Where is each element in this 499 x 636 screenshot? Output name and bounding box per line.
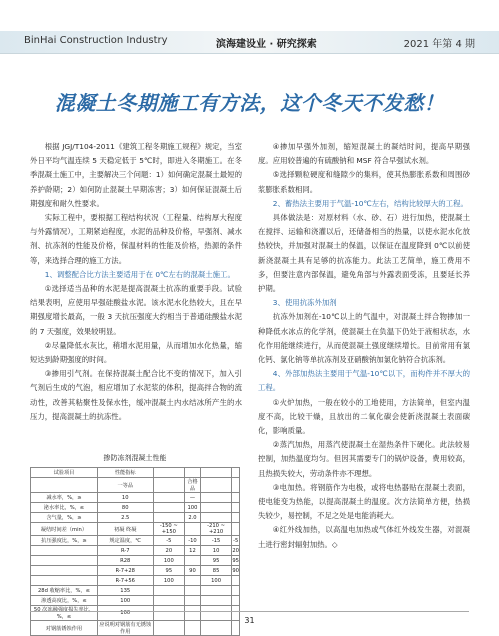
footer-rule	[30, 611, 469, 612]
section-heading: 2、蓄热法主要用于气温-10℃左右，结构比较厚大的工程。	[272, 198, 468, 208]
table-cell: 100	[97, 596, 153, 606]
table-cell: 12	[185, 546, 201, 556]
antifreeze-table	[30, 453, 240, 636]
paragraph: ④掺加早强外加剂，缩短混凝土的凝结时间，提高早期强度。应用较普遍的有硫酸钠和 MSF 符合早强试水剂。	[258, 142, 470, 166]
table-cell: R-7+56	[97, 576, 153, 586]
table-cell: 135	[97, 586, 153, 596]
paragraph: ①选择适当品种的水泥是提高混凝土抗冻的重要手段。试验结果表明，应使用早强硅酸盐水泥。该水泥水化热较大，且在早期强度增长最高，一般 3 天抗压强度大约相当于普通硅酸盐水泥的 7 天强度，效果较明显。	[30, 284, 242, 336]
table-cell: 100	[97, 606, 153, 621]
paragraph: 实际工程中，要根据工程结构状况（工程量、结构厚大程度与外露情况），工期紧迫程度，水泥的品种及价格，早强剂、减水剂、抗冻剂的性能及价格，保温材料的性能及价格，热源的条件等，来选择合理的施工方法。	[30, 213, 242, 265]
table-cell	[153, 513, 185, 523]
table-cell: 80	[97, 503, 153, 513]
paragraph: ⑤选择颗粒硬度和缝隙少的集料，使其热膨胀系数和周围砂浆膨胀系数相同。	[258, 170, 470, 194]
page-header	[0, 0, 499, 48]
table-row	[31, 493, 240, 503]
table-cell: 2.0	[185, 513, 201, 523]
table-cell	[31, 576, 98, 586]
table-row	[31, 576, 240, 586]
table-cell: 应说明对钢筋有无锈蚀作用	[99, 622, 152, 635]
table-cell: 泌水率比，%，≤	[31, 503, 98, 513]
table-cell	[232, 523, 240, 536]
table-cell: 28d 收缩率比，%，≤	[31, 586, 98, 596]
table-cell	[31, 546, 98, 556]
table-cell	[200, 478, 232, 493]
table-cell: -210 ~ +210	[200, 523, 232, 536]
table-cell	[232, 503, 240, 513]
table-cell	[153, 586, 185, 596]
article-title: 混凝土冬期施工有方法，这个冬天不发愁！	[54, 91, 445, 115]
table-cell: 90	[185, 566, 201, 576]
table-cell: 试验项目	[31, 468, 98, 478]
table-cell	[31, 566, 98, 576]
table-row	[31, 503, 240, 513]
table-cell	[153, 493, 185, 503]
table-cell	[153, 503, 185, 513]
table-cell: 50 次冻融强度损失率比，%，≤	[31, 606, 98, 621]
table-cell: -10	[185, 536, 201, 546]
table-cell: 95	[200, 556, 232, 566]
table-cell: 一等品	[97, 478, 153, 493]
section-heading: 1、调整配合比方法主要适用于在 0℃左右的混凝土施工。	[44, 269, 235, 279]
paragraph: ③电加热。将钢筋作为电极，或将电热器贴在混凝土表面，使电能变为热能，以提高混凝土的温度。次方法简单方便，热损失较少，易控制，不足之处是电能消耗大。	[258, 482, 470, 521]
table-cell	[200, 586, 232, 596]
table-cell	[153, 596, 185, 606]
table-cell: 100	[200, 576, 232, 586]
table-cell	[200, 493, 232, 503]
table-cell: —	[185, 493, 201, 503]
table-row	[31, 468, 240, 478]
table-row	[31, 536, 240, 546]
table-row	[31, 596, 240, 606]
table-cell	[232, 468, 240, 478]
table-cell	[200, 468, 232, 478]
table-cell	[232, 513, 240, 523]
table-cell: 2.5	[97, 513, 153, 523]
table-cell: 95	[232, 557, 239, 564]
table-cell	[232, 493, 240, 503]
paragraph: 根据 JGJ/T104-2011《建筑工程冬期施工规程》规定，当室外日平均气温连续 5 天稳定低于 5℃时，即进入冬期施工。在冬季混凝土施工中，主要解决三个问题：1）如何确定混凝土最短的养护龄期；2）如何防止混凝土早期冻害；3）如何保证混凝土后期强度和耐久性要求。	[30, 142, 242, 208]
table-cell: 100	[153, 576, 185, 586]
table-cell: 100	[185, 503, 201, 513]
table-cell: 渗透高度比，%，≤	[31, 596, 98, 606]
table-cell	[185, 586, 201, 596]
table-cell: 减水率，%，≥	[31, 493, 98, 503]
header-journal-cn: 滨海建设业 · 研究探索	[216, 39, 317, 50]
table-cell	[153, 468, 185, 478]
table-cell: 10	[97, 493, 153, 503]
table-cell: 100	[153, 556, 185, 566]
table-cell: R-7+28	[97, 566, 153, 576]
table-row	[31, 523, 240, 536]
table-cell: -15	[200, 536, 232, 546]
table-cell: 抗压强度比，%，≥	[31, 536, 98, 546]
paragraph: ①火炉加热，一般在较小的工地使用，方法简单，但室内温度不高，比较干燥，且放出的二氧化碳会使新浇混凝土表面碳化，影响质量。	[258, 397, 470, 436]
table-row	[31, 513, 240, 523]
table-cell	[232, 576, 240, 586]
table-row	[31, 586, 240, 596]
table-cell: -5	[233, 537, 239, 544]
right-column	[258, 140, 470, 552]
table-cell	[31, 478, 98, 493]
table-cell	[232, 586, 240, 596]
table-cell: 10	[200, 546, 232, 556]
paragraph: ③掺用引气剂。在保持混凝土配合比不变的情况下，加入引气剂后生成的气泡，相应增加了水泥浆的体积，提高拌合物的流动性，改善其粘聚性及保水性，缓冲混凝土内水结冰所产生的水压力，提高混凝土的抗冻性。	[30, 369, 242, 421]
table-cell: 合格品	[185, 478, 201, 493]
table-cell: -5	[153, 536, 185, 546]
table-cell: 含气量，%，≥	[31, 513, 98, 523]
table-cell	[185, 556, 201, 566]
table-cell	[200, 596, 232, 606]
table-cell	[185, 576, 201, 586]
table-cell	[31, 556, 98, 566]
table-row	[31, 478, 240, 493]
page-number: 31	[244, 616, 255, 625]
paragraph: ②蒸汽加热，用蒸汽使混凝土在湿热条件下硬化。此法较易控制，加热温度均匀。但因其需要专门的锅炉设备，费用较高，且热损失较大，劳动条件亦不理想。	[258, 440, 470, 478]
table-cell: 规定温度，℃	[97, 536, 153, 546]
header-issue: 2021 年第 4 期	[403, 39, 475, 50]
section-heading: 3、使用抗冻外加剂	[272, 298, 337, 308]
table-row	[31, 566, 240, 576]
table-cell: R28	[97, 556, 153, 566]
paragraph: 抗冻外加剂在-10℃以上的气温中，对混凝土拌合物掺加一种降低水冰点的化学剂，使混凝土在负温下仍处于液相状态，水化作用能继续进行，从而使混凝土强度继续增长。目前常用有氯化钙、氯化钠等单抗冻剂及亚硝酸钠加氯化钠符合抗冻剂。	[258, 312, 470, 365]
table-cell	[232, 596, 240, 606]
table-cell: 95	[153, 566, 185, 576]
table-title: 掺防冻剂混凝土性能	[103, 454, 167, 462]
table-cell	[200, 513, 232, 523]
table-row	[31, 556, 240, 566]
section-heading: 4、外部加热法主要用于气温-10℃以下，而构件并不厚大的工程。	[258, 369, 470, 393]
table-row	[31, 546, 240, 556]
paragraph: ④红外线加热，以高温电加热或气体红外线发生器，对混凝土进行密封辐射加热。◇	[258, 525, 470, 549]
paragraph: 具体做法是：对原材料（水、砂、石）进行加热，使混凝土在搅拌、运输和浇灌以后，还储备相当的热量，以使水泥水化放热较快，并加强对混凝土的保温，以保证在温度降到 0℃以前使新浇混凝土具有足够的抗冻能力。此法工艺简单，施工费用不多，但要注意内部保温，避免角部与外露表面受冻，且要延长养护期。	[258, 213, 470, 294]
table-cell: 初凝 终凝	[97, 523, 153, 536]
table-cell: 20	[153, 546, 185, 556]
table-cell: 85	[200, 566, 232, 576]
table-cell: 20	[232, 547, 239, 554]
table-cell: -150 ~ +150	[153, 523, 185, 536]
table-cell: 性能指标	[97, 468, 153, 478]
table-cell	[185, 596, 201, 606]
left-column	[30, 140, 242, 424]
table-cell: 90	[232, 567, 239, 574]
table-cell: 凝结时间差（min）	[31, 523, 98, 536]
table-cell: 对钢筋锈蚀作用	[31, 621, 98, 636]
table-cell: R-7	[97, 546, 153, 556]
table-cell	[185, 523, 201, 536]
table-cell	[153, 478, 185, 493]
table-cell	[185, 468, 201, 478]
table-cell	[232, 478, 240, 493]
header-journal-en: BinHai Construction Industry	[24, 35, 168, 46]
paragraph: ②尽量降低水灰比，稍增水泥用量，从而增加水化热量，缩短达到龄期强度的时间。	[30, 340, 242, 365]
table-cell	[200, 503, 232, 513]
